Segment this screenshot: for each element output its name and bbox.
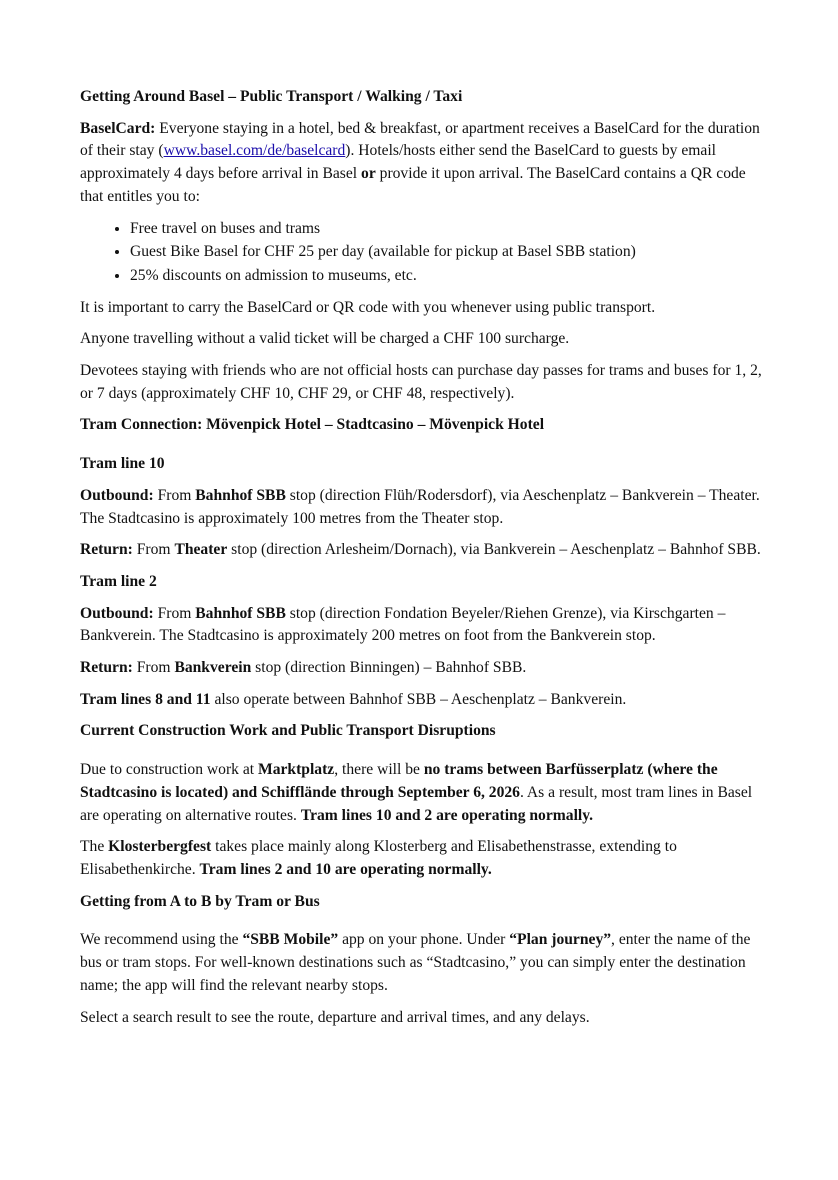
atob-bold: “Plan journey” xyxy=(509,931,612,949)
kloster-text: takes place mainly along Klosterberg and Elisabethenstrasse, extending to Elisabethenkirche. xyxy=(80,838,677,878)
baselcard-text-3: provide it upon arrival. The BaselCard contains a QR code that entitles you to: xyxy=(80,165,746,205)
day-pass-paragraph: Devotees staying with friends who are not official hosts can purchase day passes for trams and buses for 1, 2, or 7 days (approximately CHF 10, CHF 29, or CHF 48, respectively). xyxy=(80,362,762,402)
document-page xyxy=(80,86,764,1038)
klosterbergfest-paragraph xyxy=(80,836,764,881)
construction-text: Due to construction work at xyxy=(80,761,258,779)
construction-text: . As a result, most tram lines in Basel are operating on alternative routes. xyxy=(80,783,753,824)
construction-heading: Current Construction Work and Public Transport Disruptions xyxy=(80,722,496,740)
baselcard-or: or xyxy=(361,165,376,183)
outbound-stop: Bahnhof SBB xyxy=(195,486,286,504)
construction-paragraph xyxy=(80,759,764,827)
return-text: From xyxy=(132,659,175,677)
outbound-stop: Bahnhof SBB xyxy=(195,604,286,622)
return-text: stop (direction Binningen) – Bahnhof SBB. xyxy=(251,659,527,677)
tram-line-2-heading: Tram line 2 xyxy=(80,572,157,590)
a-to-b-heading: Getting from A to B by Tram or Bus xyxy=(80,892,320,910)
construction-bold: Tram lines 10 and 2 are operating normally. xyxy=(300,806,594,824)
kloster-bold: Tram lines 2 and 10 are operating normally. xyxy=(199,860,492,878)
kloster-bold: Klosterbergfest xyxy=(108,838,212,856)
lines-8-11-label: Tram lines 8 and 11 xyxy=(80,690,211,708)
main-heading: Getting Around Basel – Public Transport / Walking / Taxi xyxy=(80,88,463,105)
line2-outbound xyxy=(80,603,764,648)
outbound-text: stop (direction Fondation Beyeler/Riehen Grenze), via Kirschgarten – Bankverein. The Stadtcasino is approximately 200 metres on foot from the Bankverein stop. xyxy=(80,604,726,645)
baselcard-paragraph xyxy=(80,118,764,209)
sbb-mobile-paragraph xyxy=(80,929,764,997)
return-stop: Bankverein xyxy=(174,659,252,677)
list-item: • Free travel on buses and trams xyxy=(130,218,764,241)
construction-bold: Marktplatz xyxy=(258,761,335,779)
line10-return xyxy=(80,539,764,562)
outbound-text: From xyxy=(153,486,196,504)
baselcard-label: BaselCard: xyxy=(80,119,156,137)
list-item: • Guest Bike Basel for CHF 25 per day (available for pickup at Basel SBB station) xyxy=(130,241,764,264)
construction-bold: no trams between Barfüsserplatz (where the Stadtcasino is located) and Schifflände through September 6, 2026 xyxy=(80,761,718,801)
return-label: Return: xyxy=(80,541,133,559)
carry-paragraph: It is important to carry the BaselCard or QR code with you whenever using public transport. xyxy=(80,298,656,316)
atob-text: app on your phone. Under xyxy=(338,931,510,949)
outbound-label: Outbound: xyxy=(80,486,154,504)
surcharge-paragraph: Anyone travelling without a valid ticket will be charged a CHF 100 surcharge. xyxy=(80,330,570,348)
baselcard-benefits-list xyxy=(80,218,764,288)
construction-text: , there will be xyxy=(334,761,424,779)
atob-text: , enter the name of the bus or tram stops. For well-known destinations such as “Stadtcasino,” you can simply enter the destination name; the app will find the relevant nearby stops. xyxy=(80,931,751,994)
baselcard-text-1: Everyone staying in a hotel, bed & breakfast, or apartment receives a BaselCard for the duration of their stay ( xyxy=(80,119,760,160)
select-result-paragraph: Select a search result to see the route, departure and arrival times, and any delays. xyxy=(80,1008,590,1026)
outbound-label: Outbound: xyxy=(80,604,154,622)
return-stop: Theater xyxy=(174,541,228,559)
tram-line-10-heading: Tram line 10 xyxy=(80,455,165,473)
return-text: stop (direction Arlesheim/Dornach), via Bankverein – Aeschenplatz – Bahnhof SBB. xyxy=(227,541,761,559)
return-text: From xyxy=(132,541,175,559)
baselcard-link[interactable]: www.basel.com/de/baselcard xyxy=(163,142,346,160)
return-label: Return: xyxy=(80,659,133,677)
kloster-text: The xyxy=(80,838,109,856)
lines-8-11-text: also operate between Bahnhof SBB – Aeschenplatz – Bankverein. xyxy=(210,690,627,708)
line2-return xyxy=(80,657,764,680)
baselcard-text-2: ). Hotels/hosts either send the BaselCard to guests by email approximately 4 days before arrival in Basel xyxy=(80,142,717,183)
outbound-text: From xyxy=(153,604,196,622)
tram-connection-heading: Tram Connection: Mövenpick Hotel – Stadtcasino – Mövenpick Hotel xyxy=(80,416,545,434)
atob-bold: “SBB Mobile” xyxy=(242,931,339,949)
list-item: • 25% discounts on admission to museums, etc. xyxy=(130,265,764,288)
line10-outbound xyxy=(80,485,764,530)
outbound-text: stop (direction Flüh/Rodersdorf), via Aeschenplatz – Bankverein – Theater. The Stadtcasino is approximately 100 metres from the Theater stop. xyxy=(80,486,760,527)
atob-text: We recommend using the xyxy=(80,931,243,949)
lines-8-11-paragraph xyxy=(80,689,764,712)
